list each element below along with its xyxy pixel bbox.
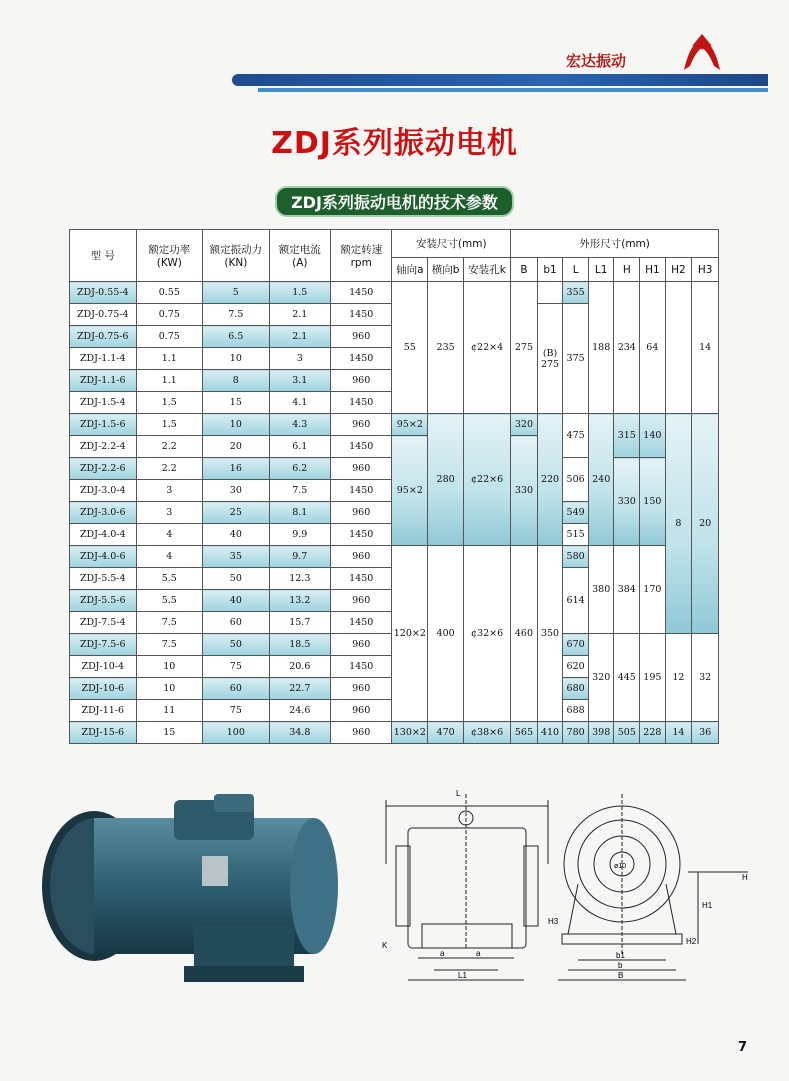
model-cell: ZDJ-4.0-6 — [70, 546, 137, 568]
table-cell: 680 — [563, 678, 589, 700]
table-cell: 188 — [588, 282, 614, 414]
header-H3: H3 — [692, 258, 719, 282]
model-cell: ZDJ-1.1-6 — [70, 370, 137, 392]
force-cell: 5 — [203, 282, 270, 304]
table-cell: 64 — [640, 282, 666, 414]
table-cell: 36 — [692, 722, 719, 744]
brand-logo — [680, 32, 724, 76]
power-cell: 15 — [136, 722, 203, 744]
header-L1: L1 — [588, 258, 614, 282]
header-k: 安装孔k — [464, 258, 511, 282]
header-install: 安装尺寸(mm) — [392, 230, 511, 258]
label-shaft: ø10 — [614, 863, 627, 870]
power-cell: 5.5 — [136, 568, 203, 590]
header-H1: H1 — [640, 258, 666, 282]
power-cell: 1.5 — [136, 414, 203, 436]
speed-cell: 960 — [331, 414, 392, 436]
header-current: 额定电流 (A) — [269, 230, 330, 282]
model-cell: ZDJ-0.75-4 — [70, 304, 137, 326]
speed-cell: 960 — [331, 326, 392, 348]
table-cell: 228 — [640, 722, 666, 744]
spec-table — [69, 229, 719, 744]
header-outline: 外形尺寸(mm) — [511, 230, 719, 258]
current-cell: 3 — [269, 348, 330, 370]
table-cell: 780 — [563, 722, 589, 744]
model-cell: ZDJ-2.2-6 — [70, 458, 137, 480]
power-cell: 1.1 — [136, 370, 203, 392]
table-cell: 130×2 — [392, 722, 428, 744]
table-cell: 384 — [614, 546, 640, 634]
header-model: 型 号 — [70, 230, 137, 282]
model-cell: ZDJ-11-6 — [70, 700, 137, 722]
table-row — [70, 282, 719, 304]
table-cell: 460 — [511, 546, 538, 722]
label-H2: H2 — [686, 937, 697, 946]
current-cell: 18.5 — [269, 634, 330, 656]
speed-cell: 960 — [331, 502, 392, 524]
header-a: 轴向a — [392, 258, 428, 282]
model-cell: ZDJ-0.55-4 — [70, 282, 137, 304]
force-cell: 60 — [203, 678, 270, 700]
model-cell: ZDJ-10-6 — [70, 678, 137, 700]
side-view-drawing — [378, 784, 554, 994]
power-cell: 10 — [136, 678, 203, 700]
label-b1: b1 — [616, 951, 625, 960]
speed-cell: 1450 — [331, 568, 392, 590]
power-cell: 11 — [136, 700, 203, 722]
power-cell: 3 — [136, 480, 203, 502]
table-cell: 14 — [665, 722, 692, 744]
current-cell: 9.9 — [269, 524, 330, 546]
speed-cell: 1450 — [331, 282, 392, 304]
table-cell: ¢22×6 — [464, 414, 511, 546]
header-H2: H2 — [665, 258, 692, 282]
force-cell: 50 — [203, 634, 270, 656]
table-cell: 580 — [563, 546, 589, 568]
current-cell: 2.1 — [269, 326, 330, 348]
table-row — [70, 546, 719, 568]
table-cell — [665, 282, 692, 414]
table-cell: 355 — [563, 282, 589, 304]
power-cell: 10 — [136, 656, 203, 678]
table-cell: 320 — [588, 634, 614, 722]
force-cell: 8 — [203, 370, 270, 392]
model-cell: ZDJ-7.5-4 — [70, 612, 137, 634]
power-cell: 7.5 — [136, 612, 203, 634]
force-cell: 75 — [203, 656, 270, 678]
table-cell: 506 — [563, 458, 589, 502]
power-cell: 2.2 — [136, 436, 203, 458]
current-cell: 1.5 — [269, 282, 330, 304]
speed-cell: 960 — [331, 634, 392, 656]
power-cell: 1.5 — [136, 392, 203, 414]
b1-cell: (B) 275 — [537, 304, 563, 414]
table-cell: 688 — [563, 700, 589, 722]
current-cell: 24.6 — [269, 700, 330, 722]
table-cell: 670 — [563, 634, 589, 656]
brand-name: 宏达振动 — [566, 52, 627, 70]
force-cell: 35 — [203, 546, 270, 568]
table-cell: 14 — [692, 282, 719, 414]
table-cell: 240 — [588, 414, 614, 546]
power-cell: 1.1 — [136, 348, 203, 370]
header-power: 额定功率 (KW) — [136, 230, 203, 282]
current-cell: 8.1 — [269, 502, 330, 524]
current-cell: 12.3 — [269, 568, 330, 590]
model-cell: ZDJ-10-4 — [70, 656, 137, 678]
power-cell: 3 — [136, 502, 203, 524]
table-cell: 315 — [614, 414, 640, 458]
force-cell: 15 — [203, 392, 270, 414]
power-cell: 2.2 — [136, 458, 203, 480]
end-view-drawing — [548, 784, 758, 994]
header-speed: 额定转速 rpm — [331, 230, 392, 282]
force-cell: 25 — [203, 502, 270, 524]
current-cell: 4.1 — [269, 392, 330, 414]
model-cell: ZDJ-7.5-6 — [70, 634, 137, 656]
header-force: 额定振动力 (KN) — [203, 230, 270, 282]
current-cell: 7.5 — [269, 480, 330, 502]
current-cell: 20.6 — [269, 656, 330, 678]
table-cell: 140 — [640, 414, 666, 458]
table-cell: 120×2 — [392, 546, 428, 722]
motor-photo — [34, 786, 352, 986]
speed-cell: 960 — [331, 590, 392, 612]
table-cell: 275 — [511, 282, 538, 414]
table-cell: 234 — [614, 282, 640, 414]
label-H1: H1 — [702, 901, 713, 910]
force-cell: 10 — [203, 414, 270, 436]
table-cell: 330 — [614, 458, 640, 546]
speed-cell: 960 — [331, 370, 392, 392]
force-cell: 100 — [203, 722, 270, 744]
label-b: b — [618, 961, 623, 970]
speed-cell: 960 — [331, 722, 392, 744]
model-cell: ZDJ-0.75-6 — [70, 326, 137, 348]
table-cell: 95×2 — [392, 414, 428, 436]
current-cell: 6.1 — [269, 436, 330, 458]
table-row — [70, 722, 719, 744]
table-cell: 20 — [692, 414, 719, 634]
force-cell: 75 — [203, 700, 270, 722]
table-cell: 280 — [428, 414, 464, 546]
table-cell: 220 — [537, 414, 563, 546]
table-cell: ¢38×6 — [464, 722, 511, 744]
table-cell: 12 — [665, 634, 692, 722]
label-L1: L1 — [458, 971, 467, 980]
header-b: 横向b — [428, 258, 464, 282]
table-cell: 620 — [563, 656, 589, 678]
table-cell: 170 — [640, 546, 666, 634]
speed-cell: 960 — [331, 546, 392, 568]
table-cell: 350 — [537, 546, 563, 722]
power-cell: 4 — [136, 524, 203, 546]
label-L: L — [456, 789, 461, 798]
current-cell: 2.1 — [269, 304, 330, 326]
header-b1: b1 — [537, 258, 563, 282]
model-cell: ZDJ-3.0-4 — [70, 480, 137, 502]
table-cell: 400 — [428, 546, 464, 722]
speed-cell: 960 — [331, 458, 392, 480]
force-cell: 10 — [203, 348, 270, 370]
table-cell: 380 — [588, 546, 614, 634]
model-cell: ZDJ-5.5-6 — [70, 590, 137, 612]
speed-cell: 1450 — [331, 656, 392, 678]
table-cell: 475 — [563, 414, 589, 458]
model-cell: ZDJ-1.5-4 — [70, 392, 137, 414]
current-cell: 15.7 — [269, 612, 330, 634]
speed-cell: 1450 — [331, 392, 392, 414]
table-cell: 330 — [511, 436, 538, 546]
force-cell: 40 — [203, 590, 270, 612]
speed-cell: 960 — [331, 678, 392, 700]
force-cell: 40 — [203, 524, 270, 546]
table-cell: 32 — [692, 634, 719, 722]
label-H: H — [742, 873, 748, 882]
label-K: K — [382, 941, 388, 950]
force-cell: 20 — [203, 436, 270, 458]
force-cell: 60 — [203, 612, 270, 634]
current-cell: 9.7 — [269, 546, 330, 568]
force-cell: 16 — [203, 458, 270, 480]
table-cell — [537, 282, 563, 304]
speed-cell: 1450 — [331, 436, 392, 458]
model-cell: ZDJ-4.0-4 — [70, 524, 137, 546]
force-cell: 6.5 — [203, 326, 270, 348]
table-cell: 235 — [428, 282, 464, 414]
speed-cell: 1450 — [331, 348, 392, 370]
current-cell: 13.2 — [269, 590, 330, 612]
table-cell: 320 — [511, 414, 538, 436]
current-cell: 4.3 — [269, 414, 330, 436]
table-cell: 445 — [614, 634, 640, 722]
table-cell: 8 — [665, 414, 692, 634]
current-cell: 3.1 — [269, 370, 330, 392]
speed-cell: 1450 — [331, 304, 392, 326]
page-title: ZDJ系列振动电机 — [271, 126, 518, 161]
header-L: L — [563, 258, 589, 282]
header-H: H — [614, 258, 640, 282]
page-number: 7 — [738, 1040, 748, 1055]
power-cell: 0.55 — [136, 282, 203, 304]
table-subtitle: ZDJ系列振动电机的技术参数 — [275, 186, 514, 217]
model-cell: ZDJ-5.5-4 — [70, 568, 137, 590]
model-cell: ZDJ-15-6 — [70, 722, 137, 744]
speed-cell: 1450 — [331, 524, 392, 546]
power-cell: 0.75 — [136, 326, 203, 348]
power-cell: 4 — [136, 546, 203, 568]
table-cell: 55 — [392, 282, 428, 414]
speed-cell: 1450 — [331, 480, 392, 502]
label-H3: H3 — [548, 917, 559, 926]
current-cell: 6.2 — [269, 458, 330, 480]
power-cell: 5.5 — [136, 590, 203, 612]
label-a1: a — [440, 949, 445, 958]
power-cell: 0.75 — [136, 304, 203, 326]
model-cell: ZDJ-3.0-6 — [70, 502, 137, 524]
table-cell: 614 — [563, 568, 589, 634]
force-cell: 7.5 — [203, 304, 270, 326]
speed-cell: 960 — [331, 700, 392, 722]
table-cell: 150 — [640, 458, 666, 546]
header-B: B — [511, 258, 538, 282]
table-cell: 398 — [588, 722, 614, 744]
speed-cell: 1450 — [331, 612, 392, 634]
model-cell: ZDJ-2.2-4 — [70, 436, 137, 458]
table-cell: 565 — [511, 722, 538, 744]
table-cell: ¢32×6 — [464, 546, 511, 722]
table-cell: 375 — [563, 304, 589, 414]
table-cell: 195 — [640, 634, 666, 722]
table-cell: 95×2 — [392, 436, 428, 546]
header-bar-accent — [258, 88, 768, 92]
table-cell: 515 — [563, 524, 589, 546]
table-cell: 470 — [428, 722, 464, 744]
table-cell: ¢22×4 — [464, 282, 511, 414]
model-cell: ZDJ-1.5-6 — [70, 414, 137, 436]
force-cell: 30 — [203, 480, 270, 502]
table-cell: 505 — [614, 722, 640, 744]
force-cell: 50 — [203, 568, 270, 590]
current-cell: 34.8 — [269, 722, 330, 744]
table-cell: 410 — [537, 722, 563, 744]
table-row — [70, 414, 719, 436]
current-cell: 22.7 — [269, 678, 330, 700]
model-cell: ZDJ-1.1-4 — [70, 348, 137, 370]
table-cell: 549 — [563, 502, 589, 524]
label-B: B — [618, 971, 624, 980]
label-a2: a — [476, 949, 481, 958]
power-cell: 7.5 — [136, 634, 203, 656]
